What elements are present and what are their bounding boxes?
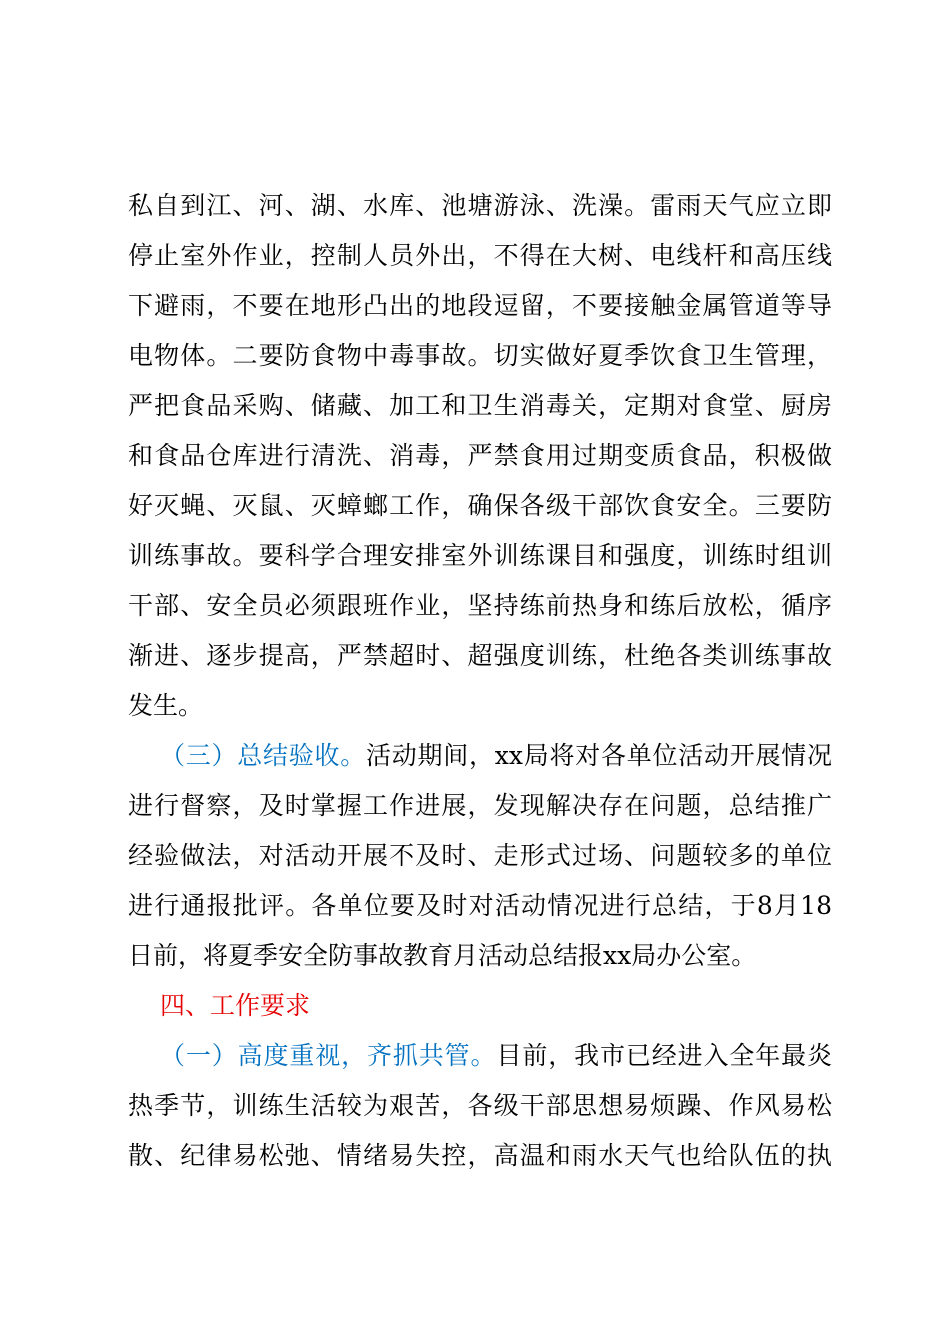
body-text-line: 下避雨，不要在地形凸出的地段逗留，不要接触金属管道等导 bbox=[128, 291, 832, 320]
body-text-line: 散、纪律易松弛、情绪易失控，高温和雨水天气也给队伍的执 bbox=[128, 1141, 832, 1170]
body-text-line: 渐进、逐步提高，严禁超时、超强度训练，杜绝各类训练事故 bbox=[128, 641, 832, 670]
body-text-line: 热季节，训练生活较为艰苦，各级干部思想易烦躁、作风易松 bbox=[128, 1091, 832, 1120]
body-text-line: 日前，将夏季安全防事故教育月活动总结报xx局办公室。 bbox=[128, 941, 757, 970]
paragraph-first-line bbox=[160, 736, 832, 776]
body-text-line: 停止室外作业，控制人员外出，不得在大树、电线杆和高压线 bbox=[128, 241, 832, 270]
paragraph-first-line bbox=[160, 1036, 832, 1076]
subheading: （三）总结验收。 bbox=[160, 741, 367, 770]
section-heading: 四、工作要求 bbox=[160, 991, 311, 1020]
body-text-line: 进行通报批评。各单位要及时对活动情况进行总结，于8月18 bbox=[128, 891, 832, 920]
body-text-line: 好灭蝇、灭鼠、灭蟑螂工作，确保各级干部饮食安全。三要防 bbox=[128, 491, 832, 520]
body-text-line: 进行督察，及时掌握工作进展，发现解决存在问题，总结推广 bbox=[128, 791, 832, 820]
body-text: 活动期间，xx局将对各单位活动开展情况 bbox=[366, 741, 832, 770]
body-text-line: 干部、安全员必须跟班作业，坚持练前热身和练后放松，循序 bbox=[128, 591, 832, 620]
body-text: 目前，我市已经进入全年最炎 bbox=[496, 1041, 832, 1070]
body-text-line: 经验做法，对活动开展不及时、走形式过场、问题较多的单位 bbox=[128, 841, 832, 870]
body-text-line: 发生。 bbox=[128, 691, 204, 720]
body-text-line: 严把食品采购、储藏、加工和卫生消毒关，定期对食堂、厨房 bbox=[128, 391, 832, 420]
body-text-line: 私自到江、河、湖、水库、池塘游泳、洗澡。雷雨天气应立即 bbox=[128, 191, 832, 220]
body-text-line: 训练事故。要科学合理安排室外训练课目和强度，训练时组训 bbox=[128, 541, 832, 570]
body-text-line: 和食品仓库进行清洗、消毒，严禁食用过期变质食品，积极做 bbox=[128, 441, 832, 470]
subheading: （一）高度重视，齐抓共管。 bbox=[160, 1041, 497, 1070]
body-text-line: 电物体。二要防食物中毒事故。切实做好夏季饮食卫生管理， bbox=[128, 341, 832, 370]
